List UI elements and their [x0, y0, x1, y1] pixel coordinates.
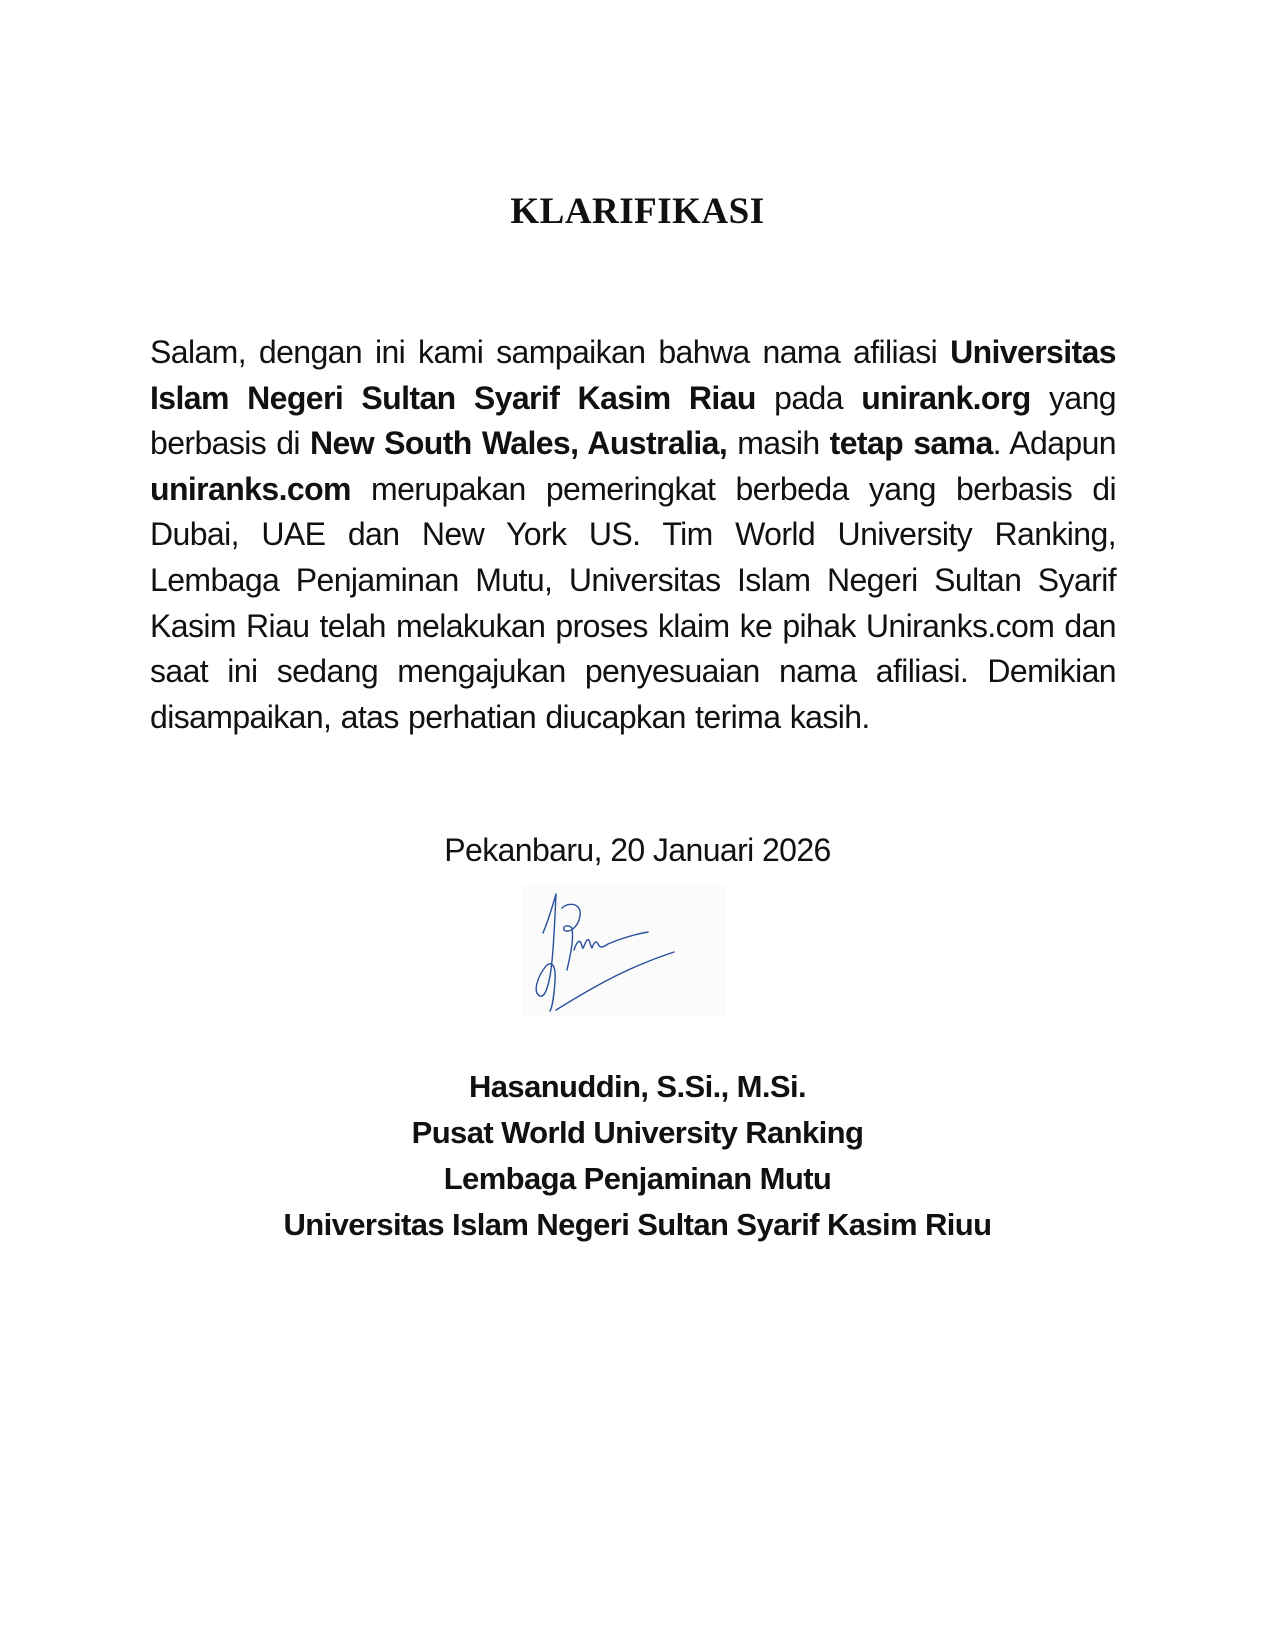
date-line: Pekanbaru, 20 Januari 2026	[444, 832, 831, 868]
text-run-bold: New South Wales, Australia,	[310, 425, 728, 462]
text-run: masih	[727, 425, 830, 462]
text-run: Salam, dengan ini kami sampaikan bahwa nama afiliasi	[150, 334, 951, 370]
text-run-bold: unirank.org	[861, 379, 1031, 416]
text-run: . Adapun	[992, 425, 1116, 462]
signatory-position: Pusat World University Ranking	[411, 1115, 864, 1150]
text-run-bold: tetap sama	[829, 425, 993, 462]
text-run: yang berbasis di	[150, 379, 1116, 462]
text-run: merupakan pemeringkat berbeda yang berbasis di Dubai, UAE dan New York US. Tim World University Ranking, Lembaga Penjaminan Mutu, Universitas Islam Negeri Sultan Syarif Kasim Riau telah melakukan proses klaim ke pihak Uniranks.com dan saat ini sedang mengajukan penyesuaian nama afiliasi. Demikian disampaikan, atas perhatian diucapkan terima kasih.	[150, 470, 1116, 735]
document-title: KLARIFIKASI	[510, 191, 765, 232]
body-paragraph	[150, 330, 1116, 740]
text-run-bold: Universitas Islam Negeri Sultan Syarif Kasim Riau	[150, 334, 1116, 416]
signatory-unit: Lembaga Penjaminan Mutu	[443, 1161, 832, 1196]
text-run-bold: uniranks.com	[150, 470, 351, 507]
signature-image	[522, 886, 726, 1016]
signatory-name: Hasanuddin, S.Si., M.Si.	[469, 1069, 806, 1104]
signatory-institution: Universitas Islam Negeri Sultan Syarif Kasim Riuu	[283, 1207, 992, 1242]
signature-icon	[522, 886, 726, 1016]
signatory-block	[0, 1064, 1275, 1248]
text-run: pada	[755, 379, 862, 416]
